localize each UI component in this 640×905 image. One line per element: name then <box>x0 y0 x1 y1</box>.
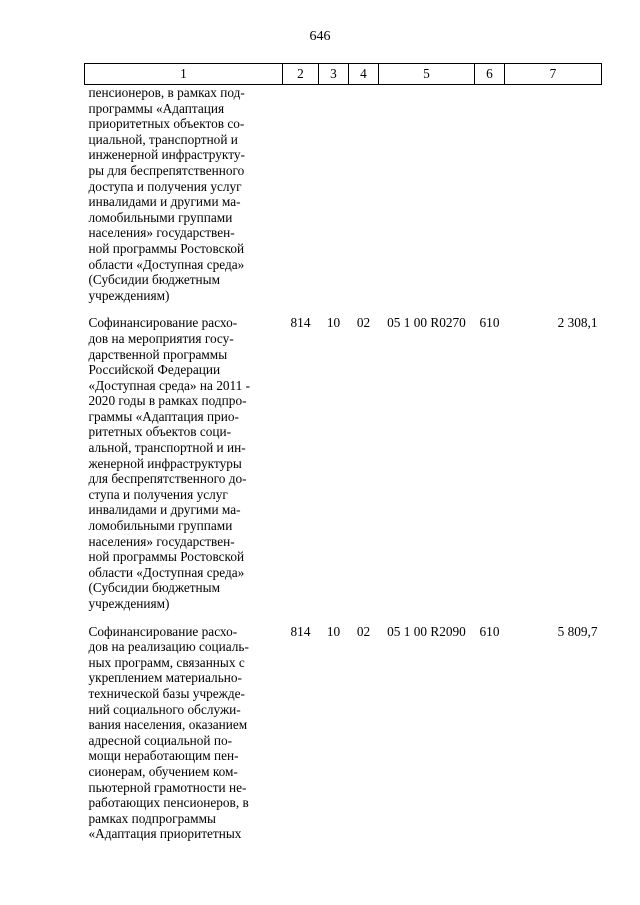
desc-line: 2020 годы в рамках подпро- <box>88 393 247 409</box>
header-col-5: 5 <box>379 64 475 85</box>
desc-line: области «Доступная среда» <box>88 256 245 272</box>
cell-section <box>319 85 349 304</box>
cell-target-article <box>379 85 475 304</box>
table-header-row <box>85 64 602 85</box>
header-col-2: 2 <box>283 64 319 85</box>
desc-line: работающих пенсионеров, в <box>88 795 249 811</box>
desc-line: Софинансирование расхо- <box>88 315 238 331</box>
page-number: 646 <box>309 29 331 44</box>
header-col-6: 6 <box>475 64 505 85</box>
desc-line: технической базы учрежде- <box>88 685 245 701</box>
desc-line: области «Доступная среда» <box>88 564 245 580</box>
desc-line: адресной социальной по- <box>88 732 233 748</box>
header-col-1: 1 <box>85 64 283 85</box>
desc-line: программы «Адаптация <box>88 100 225 116</box>
row-description <box>85 624 283 842</box>
row-spacer <box>85 303 602 315</box>
row-description <box>85 315 283 611</box>
desc-line: ритетных объектов соци- <box>88 424 232 440</box>
row-spacer <box>85 612 602 624</box>
desc-line: мощи неработающим пен- <box>88 748 239 764</box>
desc-line: сионерам, обучением ком- <box>88 763 238 779</box>
desc-line: укреплением материально- <box>88 670 242 686</box>
desc-line: ступа и получения услуг <box>88 486 228 502</box>
desc-line: пенсионеров, в рамках под- <box>88 85 245 100</box>
desc-line: дов на мероприятия госу- <box>88 330 234 346</box>
desc-line: населения» государствен- <box>88 533 235 549</box>
desc-line: инвалидами и другими ма- <box>88 502 241 518</box>
desc-line: доступа и получения услуг <box>88 178 242 194</box>
desc-line: приоритетных объектов со- <box>88 116 245 132</box>
desc-line: ры для беспрепятственного <box>88 162 245 178</box>
cell-target-article: 05 1 00 R2090 <box>387 623 466 639</box>
desc-line: ных программ, связанных с <box>88 654 245 670</box>
desc-line: пьютерной грамотности не- <box>88 779 247 795</box>
desc-line: Российской Федерации <box>88 362 221 378</box>
cell-expense-type <box>475 85 505 304</box>
table-row <box>85 315 602 611</box>
cell-subsection: 02 <box>356 623 371 639</box>
row-description <box>85 85 283 304</box>
cell-amount: 5 809,7 <box>557 623 598 639</box>
cell-ministry <box>283 85 319 304</box>
desc-line: циальной, транспортной и <box>88 131 238 147</box>
budget-table <box>84 63 602 842</box>
cell-target-article: 05 1 00 R0270 <box>387 315 466 331</box>
desc-line: рамках подпрограммы <box>88 810 216 826</box>
desc-line: дов на реализацию социаль- <box>88 639 249 655</box>
cell-subsection <box>349 85 379 304</box>
cell-expense-type: 610 <box>479 315 500 331</box>
header-col-7: 7 <box>505 64 602 85</box>
header-col-4: 4 <box>349 64 379 85</box>
desc-line: ломобильными группами <box>88 209 233 225</box>
desc-line: ний социального обслужи- <box>88 701 241 717</box>
desc-line: женерной инфраструктуры <box>88 455 242 471</box>
table-row <box>85 85 602 304</box>
desc-line: граммы «Адаптация прио- <box>88 408 239 424</box>
desc-line: ломобильными группами <box>88 518 233 534</box>
cell-amount: 2 308,1 <box>557 315 598 331</box>
desc-line: учреждениям) <box>88 596 170 611</box>
desc-line: инвалидами и другими ма- <box>88 194 241 210</box>
cell-ministry: 814 <box>290 623 311 639</box>
cell-expense-type: 610 <box>479 623 500 639</box>
desc-line: Софинансирование расхо- <box>88 623 238 639</box>
desc-line: для беспрепятственного до- <box>88 471 247 487</box>
header-col-3: 3 <box>319 64 349 85</box>
desc-line: дарственной программы <box>88 346 228 362</box>
cell-section: 10 <box>326 623 341 639</box>
cell-subsection: 02 <box>356 315 371 331</box>
desc-line: инженерной инфраструкту- <box>88 147 245 163</box>
cell-ministry: 814 <box>290 315 311 331</box>
desc-line: «Доступная среда» на 2011 - <box>88 377 251 393</box>
desc-line: (Субсидии бюджетным <box>88 272 221 288</box>
cell-section: 10 <box>326 315 341 331</box>
desc-line: альной, транспортной и ин- <box>88 440 246 456</box>
desc-line: ной программы Ростовской <box>88 240 245 256</box>
desc-line: ной программы Ростовской <box>88 549 245 565</box>
desc-line: вания населения, оказанием <box>88 717 248 733</box>
cell-amount <box>505 85 602 304</box>
desc-line: населения» государствен- <box>88 225 235 241</box>
table-row <box>85 624 602 842</box>
desc-line: «Адаптация приоритетных <box>88 826 242 842</box>
desc-line: учреждениям) <box>88 287 170 303</box>
desc-line: (Субсидии бюджетным <box>88 580 221 596</box>
